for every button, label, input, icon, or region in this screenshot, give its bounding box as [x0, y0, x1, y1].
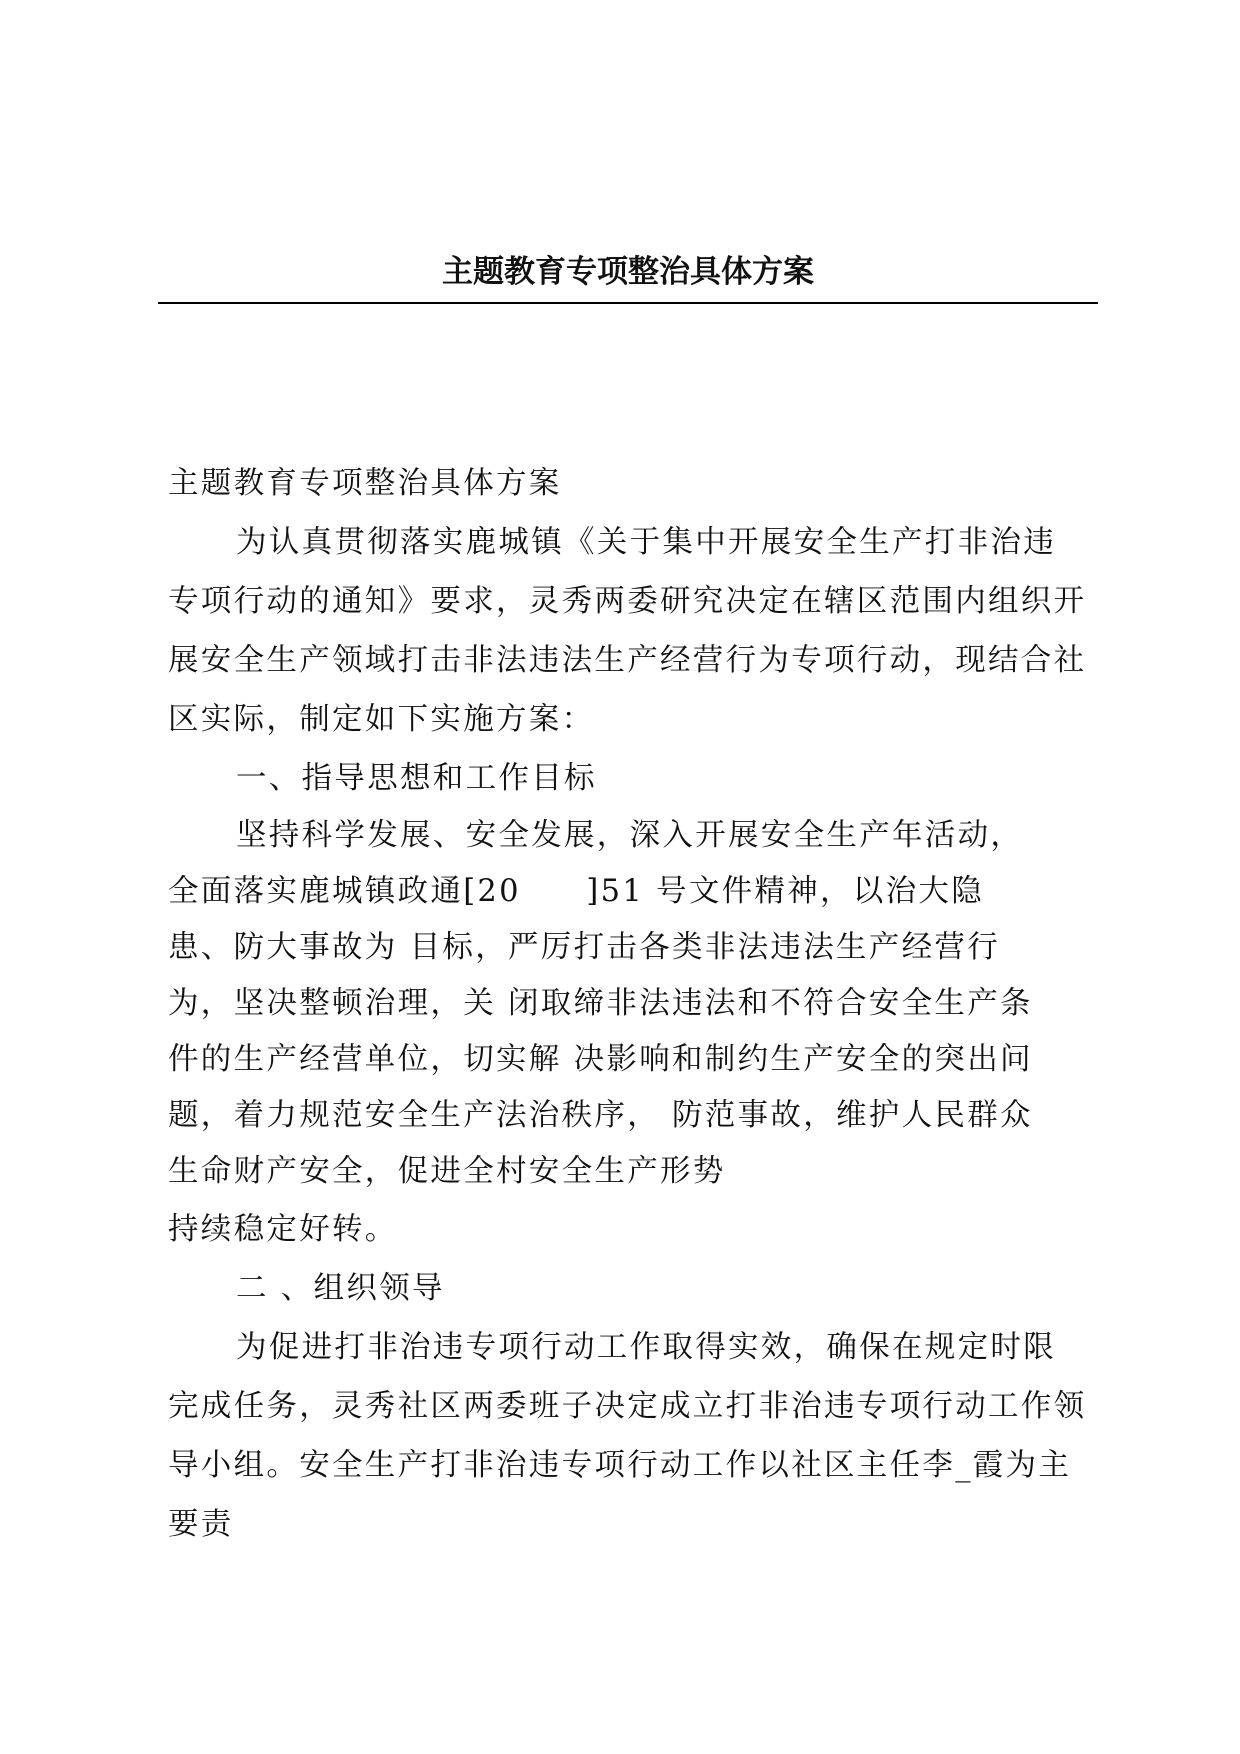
section-heading-guiding-ideology: 一、指导思想和工作目标 [236, 761, 597, 796]
section-heading-organization: 二 、组织领导 [236, 1271, 445, 1306]
paragraph-guiding-ideology-end: 持续稳定好转。 [168, 1212, 398, 1247]
paragraph-guiding-ideology: 坚持科学发展、安全发展，深入开展安全生产年活动，全面落实鹿城镇政通[20 ]51 号文件精神，以治大隐患、防大事故为 目标，严厉打击各类非法违法生产经营行为，坚决整顿治理，关 闭取缔非法违法和不符合安全生产条件的生产经营单位，切实解 决影响和制约生产安全的突出问题，着力规范安全生产法治秩序， 防范事故，维护人民群众生命财产安全，促进全村安全生产形势 [168, 818, 1033, 1189]
paragraph-intro: 为认真贯彻落实鹿城镇《关于集中开展安全生产打非治违专项行动的通知》要求，灵秀两委研究决定在辖区范围内组织开展安全生产领域打击非法违法生产经营行为专项行动，现结合社区实际，制定如下实施方案： [168, 525, 1087, 737]
paragraph-organization: 为促进打非治违专项行动工作取得实效，确保在规定时限完成任务，灵秀社区两委班子决定成立打非治违专项行动工作领导小组。安全生产打非治违专项行动工作以社区主任李_霞为主要责 [168, 1330, 1087, 1542]
document-subtitle: 主题教育专项整治具体方案 [168, 466, 562, 501]
document-title: 主题教育专项整治具体方案 [442, 254, 814, 290]
document-body [168, 454, 1088, 1554]
title-underline [158, 302, 1098, 304]
